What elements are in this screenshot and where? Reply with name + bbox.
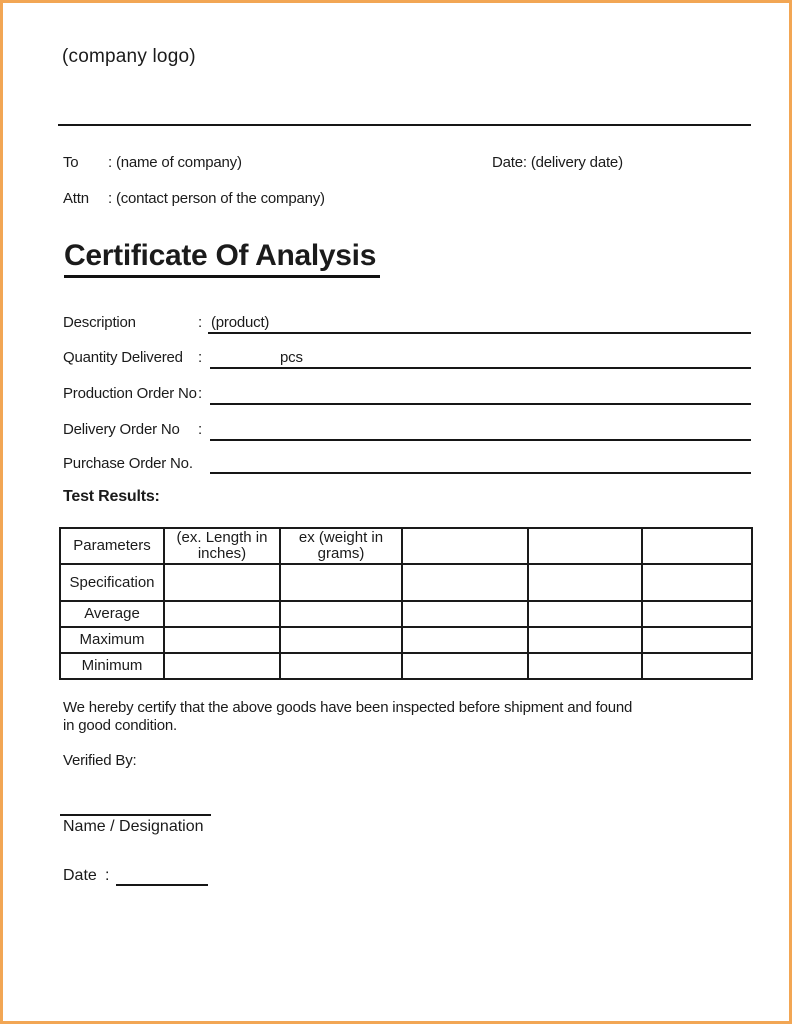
delivery-order-separator: : — [198, 421, 202, 438]
quantity-delivered-underline — [210, 367, 751, 369]
signature-caption: Name / Designation — [63, 818, 204, 835]
table-row-maximum — [60, 627, 752, 653]
to-label: To — [63, 154, 79, 171]
table-header-length: (ex. Length in inches) — [164, 528, 280, 564]
date-underline — [116, 884, 208, 886]
date-signature-separator: : — [105, 867, 110, 884]
attn-value: (contact person of the company) — [115, 190, 325, 207]
cell-empty — [280, 601, 402, 627]
cell-empty — [642, 653, 752, 679]
delivery-order-label: Delivery Order No — [63, 421, 180, 438]
cell-empty — [280, 564, 402, 601]
table-header-empty-1 — [402, 528, 528, 564]
row-label-minimum: Minimum — [60, 653, 164, 679]
company-logo-placeholder: (company logo) — [62, 46, 196, 67]
table-row-average — [60, 601, 752, 627]
row-label-average: Average — [60, 601, 164, 627]
row-label-maximum: Maximum — [60, 627, 164, 653]
table-row-minimum — [60, 653, 752, 679]
description-value: (product) — [211, 314, 270, 331]
quantity-delivered-label: Quantity Delivered — [63, 349, 183, 366]
production-order-separator: : — [198, 385, 202, 402]
cell-empty — [280, 627, 402, 653]
production-order-underline — [210, 403, 751, 405]
table-header-parameters: Parameters — [60, 528, 164, 564]
attn-separator: : — [108, 190, 112, 207]
table-header-empty-2 — [528, 528, 642, 564]
table-header-row — [60, 528, 752, 564]
date-signature-label: Date — [63, 867, 97, 884]
to-line — [63, 154, 242, 171]
cell-empty — [642, 627, 752, 653]
cell-empty — [528, 564, 642, 601]
certification-statement: We hereby certify that the above goods have been inspected before shipment and found in good condition. — [63, 699, 633, 734]
description-label: Description — [63, 314, 136, 331]
test-results-heading: Test Results: — [63, 488, 160, 505]
to-value: (name of company) — [115, 154, 242, 171]
date-line — [492, 154, 623, 171]
purchase-order-underline — [210, 472, 751, 474]
row-label-specification: Specification — [60, 564, 164, 601]
cell-empty — [164, 627, 280, 653]
date-signature-row — [63, 867, 110, 885]
cell-empty — [164, 653, 280, 679]
table-row-specification — [60, 564, 752, 601]
quantity-delivered-separator: : — [198, 349, 202, 366]
delivery-order-underline — [210, 439, 751, 441]
purchase-order-label: Purchase Order No. — [63, 455, 193, 472]
attn-label: Attn — [63, 190, 89, 207]
cell-empty — [528, 653, 642, 679]
table-header-weight: ex (weight in grams) — [280, 528, 402, 564]
cell-empty — [402, 653, 528, 679]
quantity-delivered-unit: pcs — [280, 349, 303, 366]
to-separator: : — [108, 154, 112, 171]
signature-line — [60, 814, 211, 816]
cell-empty — [528, 627, 642, 653]
cell-empty — [402, 601, 528, 627]
attn-line — [63, 190, 325, 207]
cell-empty — [642, 564, 752, 601]
description-underline — [208, 332, 751, 334]
header-divider — [58, 124, 751, 126]
cell-empty — [402, 564, 528, 601]
page-title: Certificate Of Analysis — [64, 239, 380, 278]
cell-empty — [280, 653, 402, 679]
cell-empty — [642, 601, 752, 627]
test-results-table — [59, 527, 753, 680]
description-separator: : — [198, 314, 202, 331]
date-value: (delivery date) — [530, 154, 623, 171]
verified-by-label: Verified By: — [63, 752, 137, 769]
cell-empty — [402, 627, 528, 653]
production-order-label: Production Order No — [63, 385, 197, 402]
table-header-empty-3 — [642, 528, 752, 564]
date-label: Date: — [492, 154, 527, 171]
cell-empty — [164, 564, 280, 601]
cell-empty — [528, 601, 642, 627]
cell-empty — [164, 601, 280, 627]
test-results-table-wrapper — [59, 527, 753, 680]
